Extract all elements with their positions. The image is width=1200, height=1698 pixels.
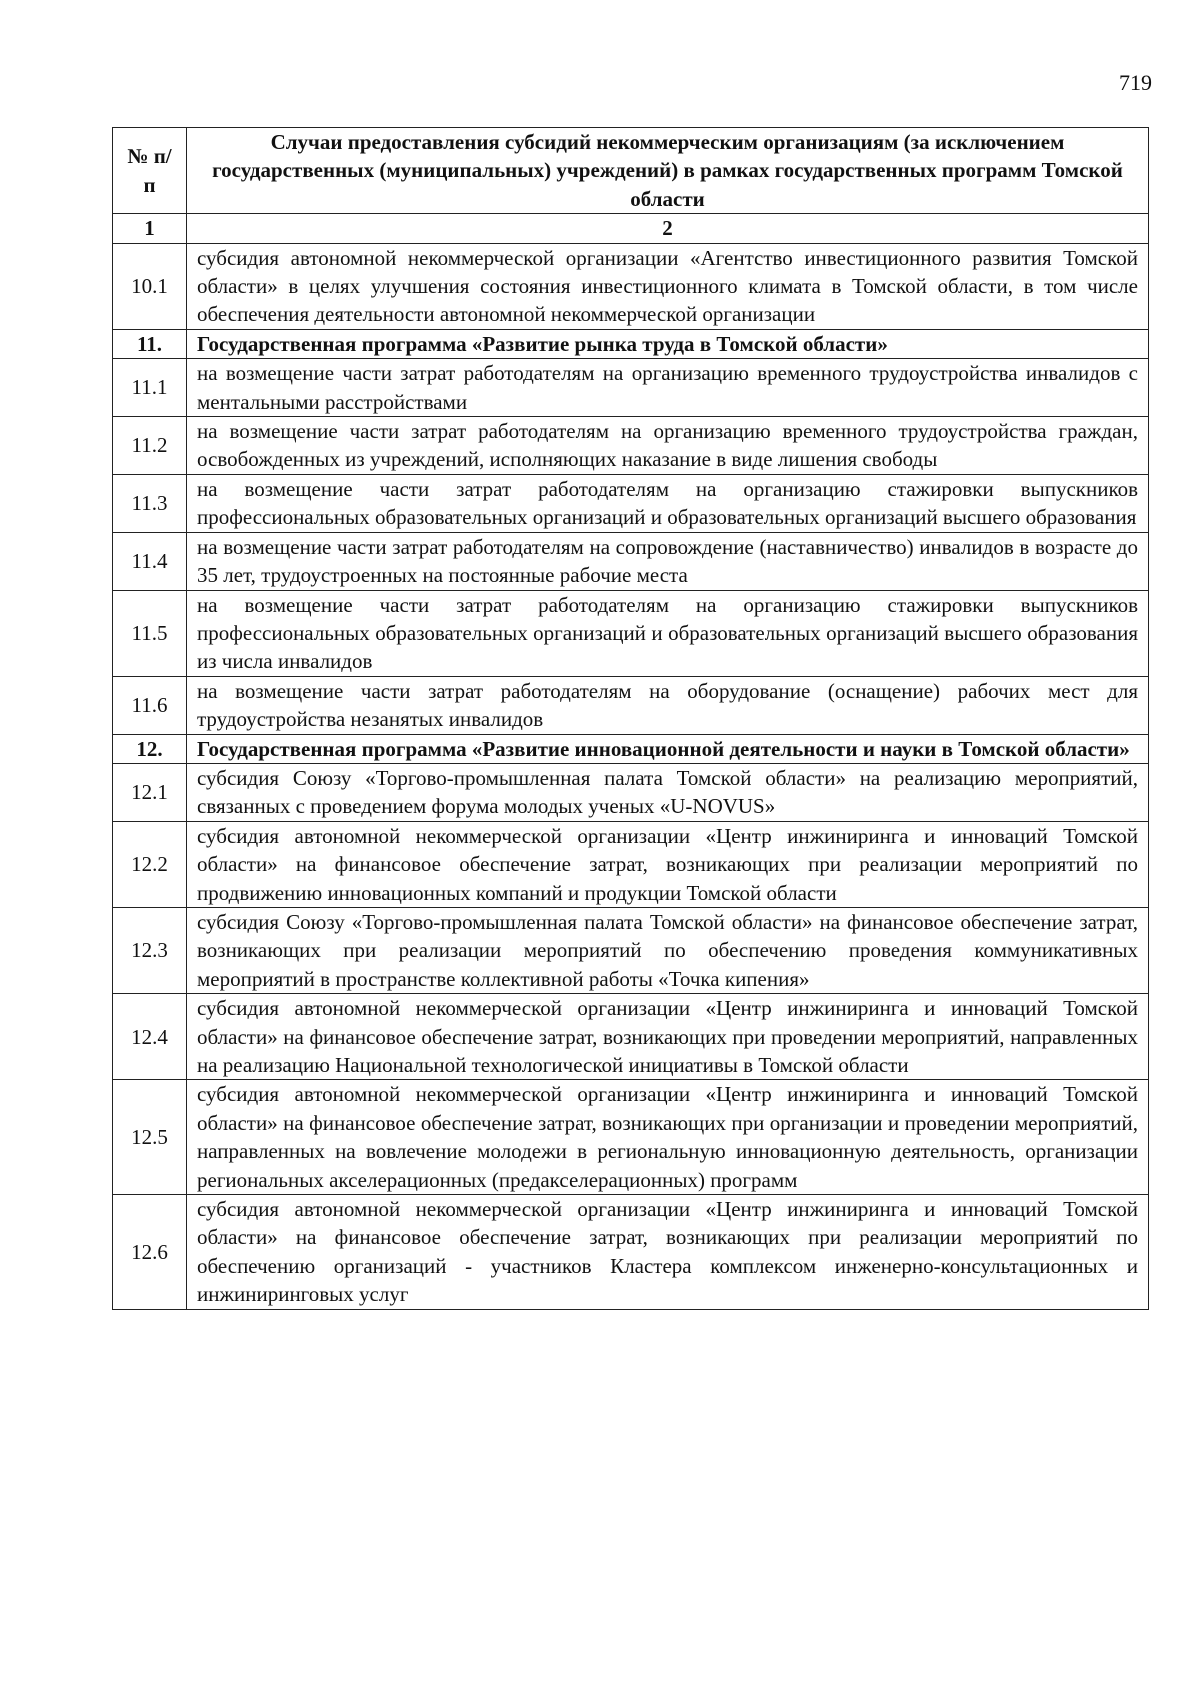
program-heading-row: [113, 329, 1149, 358]
table-row: [113, 1195, 1149, 1310]
table-row: [113, 359, 1149, 417]
column-index-1: 1: [113, 214, 187, 243]
row-number: 11.: [113, 329, 187, 358]
table-row: [113, 243, 1149, 329]
table-row: [113, 1080, 1149, 1195]
row-text: на возмещение части затрат работодателям на организацию временного трудоустройства граждан, освобожденных из учреждений, исполняющих наказание в виде лишения свободы: [187, 417, 1149, 475]
row-number: 11.5: [113, 590, 187, 676]
table-row: [113, 821, 1149, 907]
subsidy-table: [112, 127, 1149, 1310]
program-heading-row: [113, 734, 1149, 763]
row-text: субсидия автономной некоммерческой организации «Центр инжиниринга и инноваций Томской области» на финансовое обеспечение затрат, возникающих при реализации мероприятий по обеспечению организаций - участников Кластера комплексом инженерно-консультационных и инжиниринговых услуг: [187, 1195, 1149, 1310]
row-number: 12.4: [113, 994, 187, 1080]
row-text: субсидия автономной некоммерческой организации «Центр инжиниринга и инноваций Томской области» на финансовое обеспечение затрат, возникающих при реализации мероприятий по продвижению инновационных компаний и продукции Томской области: [187, 821, 1149, 907]
row-number: 11.6: [113, 676, 187, 734]
header-title: Случаи предоставления субсидий некоммерческим организациям (за исключением государственных (муниципальных) учреждений) в рамках государственных программ Томской области: [187, 128, 1149, 214]
table-row: [113, 763, 1149, 821]
table-row: [113, 532, 1149, 590]
row-number: 12.2: [113, 821, 187, 907]
row-number: 12.3: [113, 907, 187, 993]
program-title: Государственная программа «Развитие рынка труда в Томской области»: [187, 329, 1149, 358]
row-text: субсидия автономной некоммерческой организации «Агентство инвестиционного развития Томской области» в целях улучшения состояния инвестиционного климата в Томской области, в том числе обеспечения деятельности автономной некоммерческой организации: [187, 243, 1149, 329]
table-row: [113, 417, 1149, 475]
table-row: [113, 994, 1149, 1080]
row-number: 11.2: [113, 417, 187, 475]
row-number: 10.1: [113, 243, 187, 329]
row-text: субсидия Союзу «Торгово-промышленная палата Томской области» на финансовое обеспечение затрат, возникающих при реализации мероприятий по обеспечению проведения коммуникативных мероприятий в пространстве коллективной работы «Точка кипения»: [187, 907, 1149, 993]
row-number: 12.5: [113, 1080, 187, 1195]
row-number: 12.: [113, 734, 187, 763]
row-text: субсидия Союзу «Торгово-промышленная палата Томской области» на реализацию мероприятий, связанных с проведением форума молодых ученых «U-NOVUS»: [187, 763, 1149, 821]
row-text: на возмещение части затрат работодателям на организацию временного трудоустройства инвалидов с ментальными расстройствами: [187, 359, 1149, 417]
row-text: субсидия автономной некоммерческой организации «Центр инжиниринга и инноваций Томской области» на финансовое обеспечение затрат, возникающих при организации и проведении мероприятий, направленных на вовлечение молодежи в региональную инновационную деятельность, организации региональных акселерационных (предакселерационных) программ: [187, 1080, 1149, 1195]
row-number: 12.6: [113, 1195, 187, 1310]
row-text: на возмещение части затрат работодателям на оборудование (оснащение) рабочих мест для трудоустройства незанятых инвалидов: [187, 676, 1149, 734]
table-row: [113, 676, 1149, 734]
table-row: [113, 590, 1149, 676]
row-number: 11.4: [113, 532, 187, 590]
row-text: на возмещение части затрат работодателям на сопровождение (наставничество) инвалидов в возрасте до 35 лет, трудоустроенных на постоянные рабочие места: [187, 532, 1149, 590]
table-row: [113, 474, 1149, 532]
column-index-row: [113, 214, 1149, 243]
table-header-row: [113, 128, 1149, 214]
table-row: [113, 907, 1149, 993]
row-number: 11.3: [113, 474, 187, 532]
row-number: 12.1: [113, 763, 187, 821]
program-title: Государственная программа «Развитие инновационной деятельности и науки в Томской области»: [187, 734, 1149, 763]
row-text: на возмещение части затрат работодателям на организацию стажировки выпускников профессиональных образовательных организаций и образовательных организаций высшего образования из числа инвалидов: [187, 590, 1149, 676]
row-text: субсидия автономной некоммерческой организации «Центр инжиниринга и инноваций Томской области» на финансовое обеспечение затрат, возникающих при проведении мероприятий, направленных на реализацию Национальной технологической инициативы в Томской области: [187, 994, 1149, 1080]
row-text: на возмещение части затрат работодателям на организацию стажировки выпускников профессиональных образовательных организаций и образовательных организаций высшего образования: [187, 474, 1149, 532]
page-number: 719: [1119, 70, 1152, 95]
column-index-2: 2: [187, 214, 1149, 243]
row-number: 11.1: [113, 359, 187, 417]
header-num: № п/п: [113, 128, 187, 214]
